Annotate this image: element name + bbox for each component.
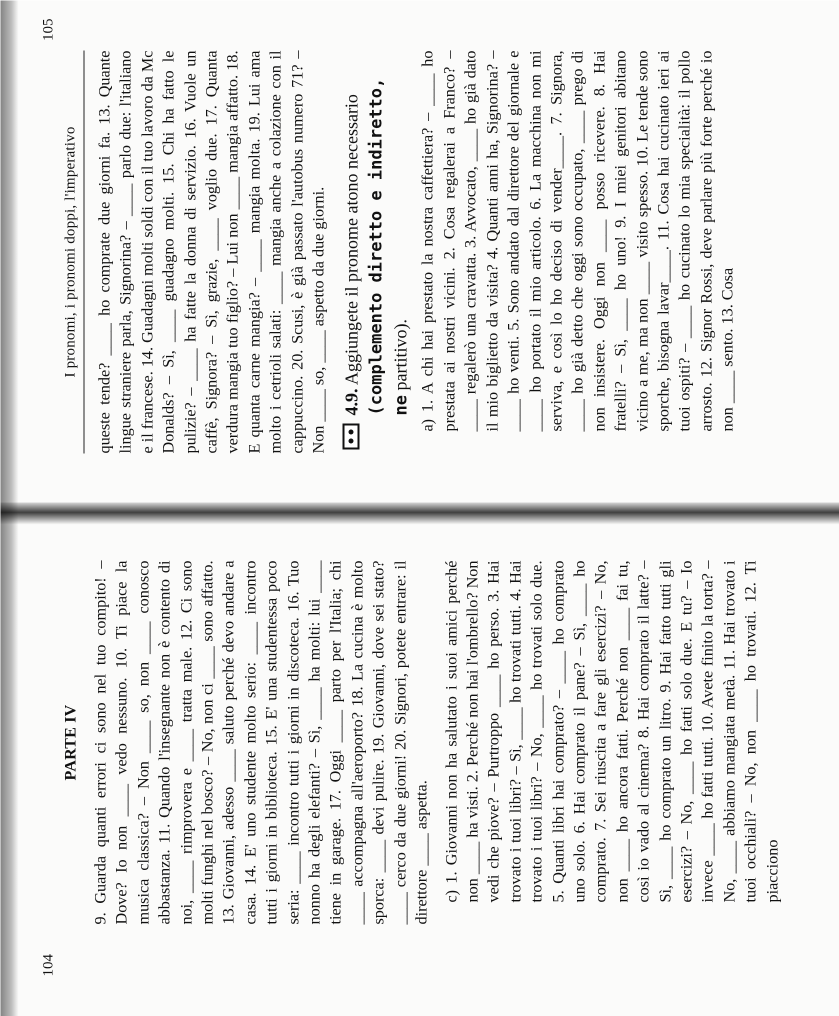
cassette-tape-icon (342, 423, 359, 449)
running-head-left: PARTE IV (62, 704, 79, 780)
page-number-right: 105 (40, 18, 56, 41)
exercise-title-end: partitivo). (390, 318, 411, 391)
page-number-left: 104 (40, 953, 56, 976)
exercise-c-text: c) 1. Giovanni non ha salutato i suoi amici perché non ____ ha visti. 2. Perché non hai l'ombrello? Non vedi che piove? – Purtroppo ____ ho perso. 3. Hai trovato i tuoi libri? – Sì, ____ ho trovati tutti. 4. Hai trovato i tuoi libri? – No, ____ ho trovati solo due. 5. Quanti libri hai comprato? – ____ ho comprato uno solo. 6. Hai comprato il pane? – Sì, ____ ho comprato. 7. Sei riuscita a fare gli esercizi? – No, non ____ ho ancora fatti. Perché non ____ fai tu, così io vado al cinema? 8. Hai comprato il latte? – Sì, ____ ho comprato un litro. 9. Hai fatto tutti gli esercizi? – No, ____ ho fatti solo due. E tu? – Io invece ____ ho fatti tutti. 10. Avete finito la torta? – No, ____ abbiamo mangiata metà. 11. Hai trovato i tuoi occhiali? – No, non ____ ho trovati. 12. Ti piacciono (441, 560, 781, 902)
exercise-a-text: a) 1. A chi hai prestato la nostra caffettiera? – ____ ho prestata ai nostri vicini. 2. Cosa regalerai a Franco? – ____ regalerò una cravatta. 3. Avvocato, ____ ho già dato il mio biglietto da visita? 4. Quanti anni ha, Signorina? – ____ ho venti. 5. Sono andato dal direttore del giornale e ____ ho portato il mio articolo. 6. La macchina non mi serviva, e così lo ho deciso di vender____. 7. Signora, ____ ho già detto che oggi sono occupato, ____ prego di non insistere. Oggi non ____ posso ricevere. 8. Hai fratelli? – Sì, ____ ho uno! 9. I miei genitori abitano vicino a me, ma non ____ visito spesso. 10. Le tende sono sporche, bisogna lavar____. 11. Cosa hai cucinato ieri ai tuoi ospiti? – ____ ho cucinato lo mia specialità: il pollo arrosto. 12. Signor Rossi, deve parlare più forte perché io non ____ sento. 13. Cosa (418, 50, 737, 431)
exercise-heading (339, 50, 413, 453)
exercise-title: Aggiungete il pronome atono necessario (341, 93, 362, 385)
exercise-c-continuation-text: queste tende? ____ ho comprate due giorni fa. 13. Quante lingue straniere parla, Signorina? – ____ parlo due: l'italiano e il francese. 14. Guadagni molti soldi con il tuo lavoro da Mc Donalds? – Sì, ____ guadagno molti. 15. Chi ha fatto le pulizie? – ____ ha fatte la donna di servizio. 16. Vuole un caffè, Signora? – Sì, grazie, ____ voglio due. 17. Quanta verdura mangia tuo figlio? – Lui non ____ mangia affatto. 18. E quanta carne mangia? – ____ mangia molta. 19. Lui ama molto i cetrioli salati: ____ mangia anche a colazione con il cappuccino. 20. Scusi, è già passato l'autobus numero 71? – Non ____ so, ____ aspetto da due giorni. (95, 50, 328, 453)
left-page (0, 518, 839, 1016)
exercise-number: 4.9. (341, 388, 362, 415)
running-head-right: I pronomi, i pronomi doppi, l'imperativo (62, 50, 84, 453)
exercise-continuation-text: 9. Guarda quanti errori ci sono nel tuo compito! – Dove? Io non ____ vedo nessuno. 10. Ti piace la musica classica? – Non ____ so, non ____ conosco abbastanza. 11. Quando l'insegnante non è contento di noi, ____ rimprovera e ____ tratta male. 12. Ci sono molti funghi nel bosco? – No, non ci ____ sono affatto. 13. Giovanni, adesso ____ saluto perché devo andare a casa. 14. E' uno studente molto serio: ____ incontro tutti i giorni in biblioteca. 15. E' una studentessa poco seria: ____ incontro tutti i giorni in discoteca. 16. Tuo nonno ha degli elefanti? – Sì, ____ ha molti: lui ____ tiene in garage. 17. Oggi ____ parto per l'Italia; chi ____ accompagna all'aeroporto? 18. La cucina è molto sporca: ____ devi pulire. 19. Giovanni, dove sei stato? ____ cerco da due giorni! 20. Signori, potete entrare: il direttore ____ aspetta. (91, 560, 431, 924)
exercise-title-bold: (complemento diretto e indiretto, ne (366, 77, 412, 415)
